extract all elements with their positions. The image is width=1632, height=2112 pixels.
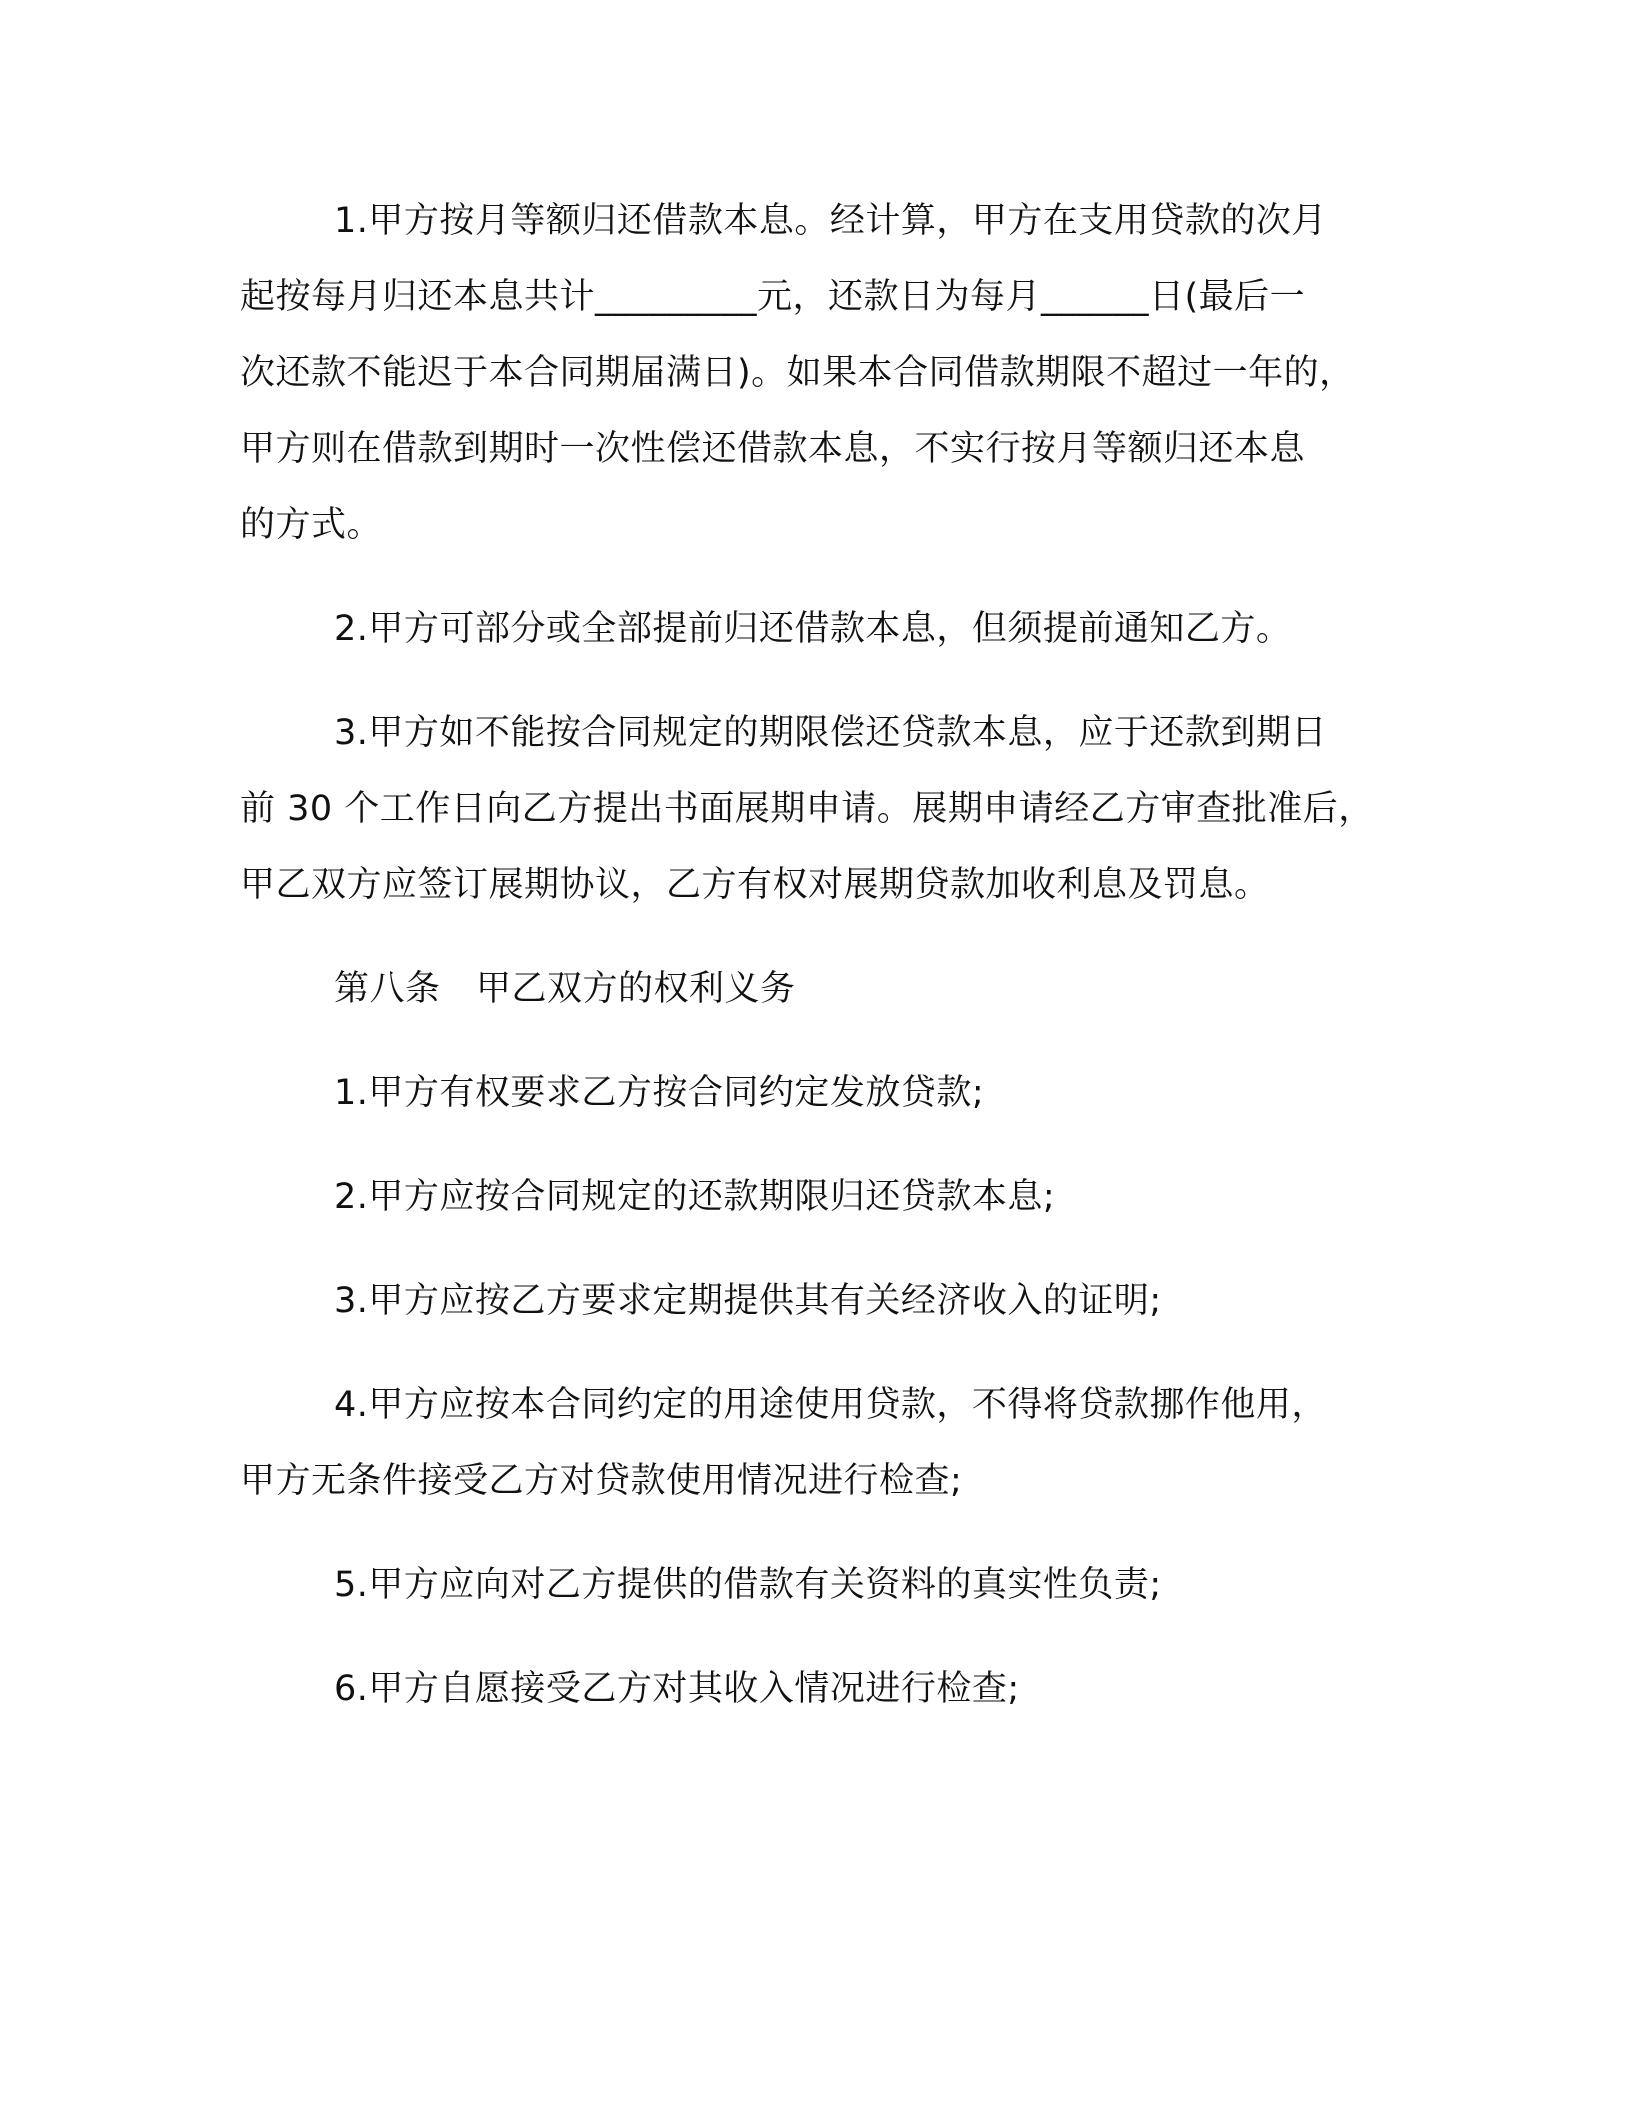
list-item <box>240 1055 1400 1131</box>
list-item <box>240 1159 1400 1235</box>
section-heading-article-8 <box>240 951 1400 1027</box>
paragraph-early-repayment <box>240 591 1400 667</box>
text-line: 6.甲方自愿接受乙方对其收入情况进行检查; <box>334 1669 1020 1709</box>
list-item <box>240 1651 1400 1727</box>
text-line: 2.甲方应按合同规定的还款期限归还贷款本息; <box>334 1177 1056 1217</box>
text-line: 前 30 个工作日向乙方提出书面展期申请。展期申请经乙方审查批准后， <box>240 789 1374 829</box>
text-line: 甲方无条件接受乙方对贷款使用情况进行检查; <box>240 1461 963 1501</box>
text-line: 5.甲方应向对乙方提供的借款有关资料的真实性负责; <box>334 1565 1162 1605</box>
text-line: 起按每月归还本息共计_________元，还款日为每月______日(最后一 <box>240 277 1306 317</box>
document-body <box>240 183 1400 1755</box>
text-line: 的方式。 <box>240 505 383 545</box>
text-line: 甲方则在借款到期时一次性偿还借款本息，不实行按月等额归还本息 <box>240 429 1306 469</box>
text-line: 2.甲方可部分或全部提前归还借款本息，但须提前通知乙方。 <box>334 609 1292 649</box>
paragraph-repayment-method <box>240 183 1400 563</box>
list-item <box>240 1547 1400 1623</box>
section-title: 第八条 甲乙双方的权利义务 <box>334 969 796 1009</box>
text-line: 4.甲方应按本合同约定的用途使用贷款，不得将贷款挪作他用， <box>334 1385 1327 1425</box>
text-line: 1.甲方有权要求乙方按合同约定发放贷款; <box>334 1073 985 1113</box>
list-item <box>240 1367 1400 1519</box>
paragraph-extension <box>240 695 1400 923</box>
text-line: 1.甲方按月等额归还借款本息。经计算，甲方在支用贷款的次月 <box>334 201 1327 241</box>
text-line: 甲乙双方应签订展期协议，乙方有权对展期贷款加收利息及罚息。 <box>240 865 1270 905</box>
text-line: 次还款不能迟于本合同期届满日)。如果本合同借款期限不超过一年的， <box>240 353 1355 393</box>
list-item <box>240 1263 1400 1339</box>
text-line: 3.甲方如不能按合同规定的期限偿还贷款本息，应于还款到期日 <box>334 713 1327 753</box>
text-line: 3.甲方应按乙方要求定期提供其有关经济收入的证明; <box>334 1281 1162 1321</box>
